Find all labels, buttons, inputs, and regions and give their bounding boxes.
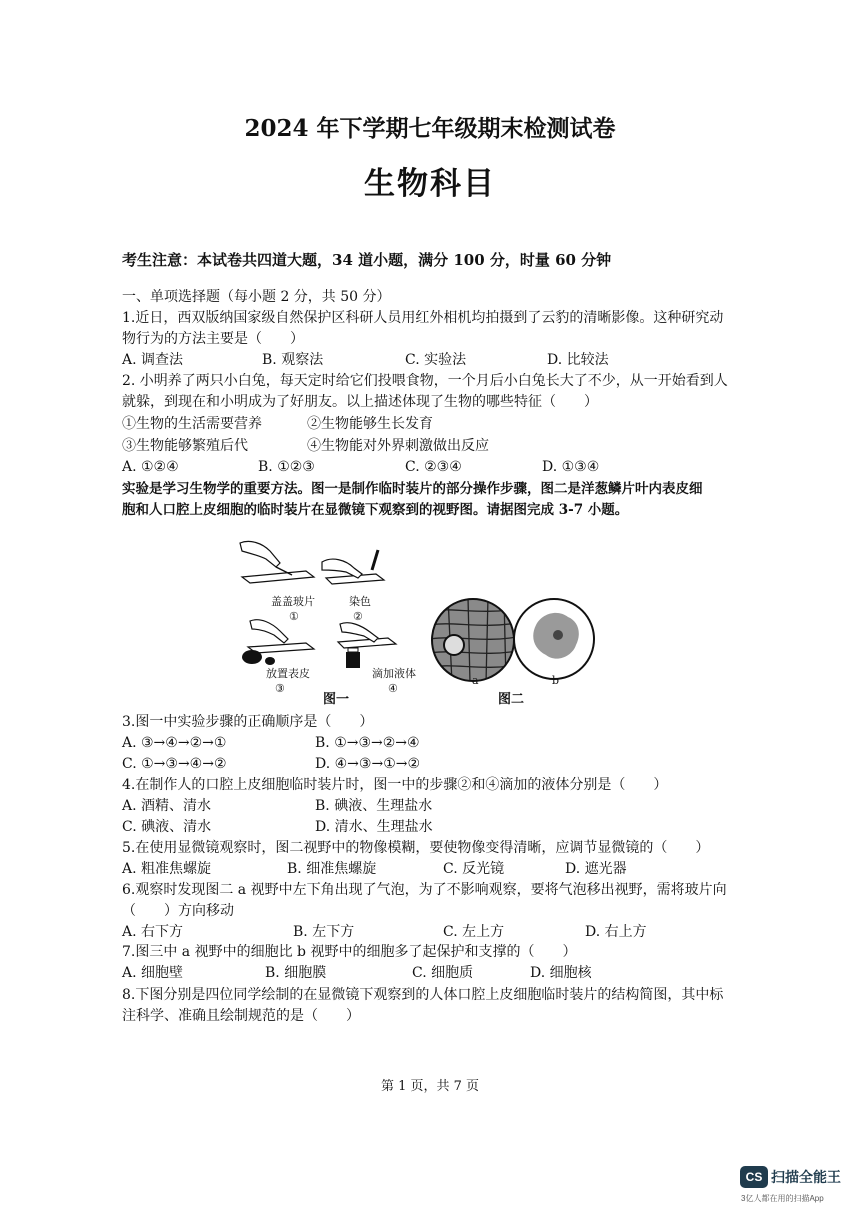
figure1-caption: 图一: [323, 692, 350, 707]
scanner-app-name: 扫描全能王: [771, 1169, 841, 1185]
q5-stem: 5.在使用显微镜观察时，图二视野中的物像模糊，要使物像变得清晰，应调节显微镜的（ ）: [122, 840, 710, 856]
q4-option-d: D. 清水、生理盐水: [315, 819, 433, 835]
q2-option-a: A. ①②④: [122, 459, 179, 475]
q2-option-b: B. ①②③: [258, 459, 315, 475]
page-number: 第 1 页，共 7 页: [380, 1079, 480, 1094]
q6-option-d: D. 右上方: [585, 924, 647, 940]
scanner-logo-icon: CS: [740, 1166, 768, 1188]
q3-stem: 3.图一中实验步骤的正确顺序是（ ）: [122, 714, 374, 730]
q2-stem-line2: 就躲，到现在和小明成为了好朋友。以上描述体现了生物的哪些特征（ ）: [122, 394, 598, 410]
q5-option-d: D. 遮光器: [565, 861, 627, 877]
q7-option-b: B. 细胞膜: [265, 965, 327, 981]
step4-label: 滴加液体: [372, 667, 416, 680]
q2-feature-2: ②生物能够生长发育: [307, 416, 433, 432]
q7-stem: 7.图三中 a 视野中的细胞比 b 视野中的细胞多了起保护和支撑的（ ）: [122, 944, 577, 960]
step2-label: 染色: [349, 595, 371, 608]
q7-option-c: C. 细胞质: [412, 965, 474, 981]
q7-option-d: D. 细胞核: [530, 965, 592, 981]
section-heading: 一、单项选择题（每小题 2 分，共 50 分）: [122, 289, 391, 305]
figure1-step3-illustration: [240, 617, 320, 669]
q5-option-c: C. 反光镜: [443, 861, 505, 877]
cheek-cell-field-b: [512, 597, 596, 681]
q3-option-c: C. ①→③→④→②: [122, 756, 227, 772]
onion-cell-field-a: [430, 597, 516, 683]
subject-title: 生物科目: [364, 166, 496, 202]
experiment-intro-line2: 胞和人口腔上皮细胞的临时装片在显微镜下观察到的视野图。请据图完成 3-7 小题。: [122, 502, 629, 518]
q7-option-a: A. 细胞壁: [122, 965, 184, 981]
figure2-caption: 图二: [498, 692, 525, 707]
q6-option-a: A. 右下方: [122, 924, 184, 940]
q3-option-d: D. ④→③→①→②: [315, 756, 421, 772]
q8-stem-line2: 注科学、准确且绘制规范的是（ ）: [122, 1008, 360, 1024]
field-b-label: b: [552, 674, 560, 687]
figure1-step2-illustration: [320, 548, 392, 590]
step2-number: ②: [353, 610, 363, 623]
step1-number: ①: [289, 610, 299, 623]
q2-feature-3: ③生物能够繁殖后代: [122, 438, 248, 454]
q4-option-a: A. 酒精、清水: [122, 798, 212, 814]
q5-option-a: A. 粗准焦螺旋: [122, 861, 212, 877]
q6-option-b: B. 左下方: [293, 924, 355, 940]
q1-option-c: C. 实验法: [405, 352, 467, 368]
q3-option-a: A. ③→④→②→①: [122, 735, 227, 751]
field-a-label: a: [472, 674, 479, 687]
q1-option-a: A. 调查法: [122, 352, 184, 368]
step3-label: 放置表皮: [266, 667, 310, 680]
q8-stem-line1: 8.下图分别是四位同学绘制的在显微镜下观察到的人体口腔上皮细胞临时装片的结构简图，其中标: [122, 987, 724, 1003]
experiment-intro-line1: 实验是学习生物学的重要方法。图一是制作临时装片的部分操作步骤，图二是洋葱鳞片叶内表皮细: [122, 481, 703, 497]
q2-option-c: C. ②③④: [405, 459, 462, 475]
q5-option-b: B. 细准焦螺旋: [287, 861, 377, 877]
q4-option-b: B. 碘液、生理盐水: [315, 798, 433, 814]
q1-option-b: B. 观察法: [262, 352, 324, 368]
exam-title: 2024 年下学期七年级期末检测试卷: [244, 115, 616, 142]
step1-label: 盖盖玻片: [271, 595, 315, 608]
scanner-tagline: 3亿人都在用的扫描App: [741, 1194, 824, 1203]
q1-stem-line1: 1.近日，西双版纳国家级自然保护区科研人员用红外相机均拍摄到了云豹的清晰影像。这种研究动: [122, 310, 724, 326]
q6-stem-line1: 6.观察时发现图二 a 视野中左下角出现了气泡，为了不影响观察，要将气泡移出视野，需将玻片向: [122, 882, 727, 898]
q4-stem: 4.在制作人的口腔上皮细胞临时装片时，图一中的步骤②和④滴加的液体分别是（ ）: [122, 777, 668, 793]
q3-option-b: B. ①→③→②→④: [315, 735, 420, 751]
figure1-step1-illustration: [236, 537, 320, 587]
q2-stem-line1: 2. 小明养了两只小白兔，每天定时给它们投喂食物，一个月后小白兔长大了不少，从一开始看到人: [122, 373, 728, 389]
q4-option-c: C. 碘液、清水: [122, 819, 212, 835]
q2-option-d: D. ①③④: [542, 459, 600, 475]
step3-number: ③: [275, 682, 285, 695]
step4-number: ④: [388, 682, 398, 695]
exam-notice: 考生注意：本试卷共四道大题，34 道小题，满分 100 分，时量 60 分钟: [122, 251, 612, 269]
q1-stem-line2: 物行为的方法主要是（ ）: [122, 331, 304, 347]
q6-stem-line2: （ ）方向移动: [122, 903, 234, 919]
q2-feature-1: ①生物的生活需要营养: [122, 416, 262, 432]
q2-feature-4: ④生物能对外界刺激做出反应: [307, 438, 489, 454]
q1-option-d: D. 比较法: [547, 352, 609, 368]
q6-option-c: C. 左上方: [443, 924, 505, 940]
